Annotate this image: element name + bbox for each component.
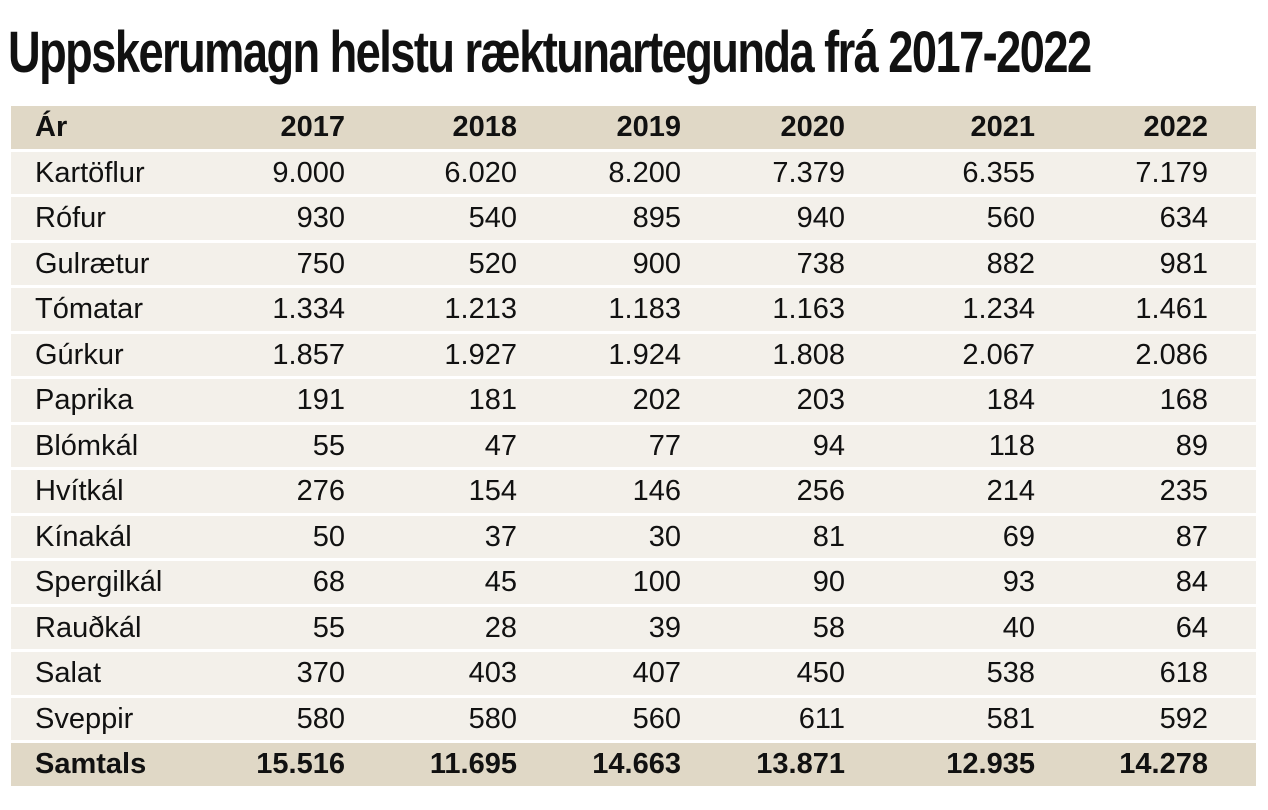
table-cell: 203 bbox=[681, 379, 845, 422]
table-cell: 39 bbox=[517, 607, 681, 650]
table-cell: 634 bbox=[1035, 197, 1208, 240]
table-cell: 1.163 bbox=[681, 288, 845, 331]
table-cell: 520 bbox=[345, 243, 517, 286]
table-cell: 560 bbox=[845, 197, 1035, 240]
total-value: 14.278 bbox=[1035, 743, 1208, 786]
table-cell: 8.200 bbox=[517, 152, 681, 195]
table-cell: 256 bbox=[681, 470, 845, 513]
table-cell: 592 bbox=[1035, 698, 1208, 741]
table-cell: 214 bbox=[845, 470, 1035, 513]
table-cell: 1.334 bbox=[209, 288, 345, 331]
total-label: Samtals bbox=[11, 743, 209, 786]
table-cell: 981 bbox=[1035, 243, 1208, 286]
table-cell: 7.179 bbox=[1035, 152, 1208, 195]
table-cell: 55 bbox=[209, 425, 345, 468]
table-cell: 94 bbox=[681, 425, 845, 468]
table-cell: 560 bbox=[517, 698, 681, 741]
row-pad-cell bbox=[1208, 607, 1256, 650]
table-cell: 146 bbox=[517, 470, 681, 513]
table-cell: 45 bbox=[345, 561, 517, 604]
row-pad-cell bbox=[1208, 516, 1256, 559]
row-label: Spergilkál bbox=[11, 561, 209, 604]
table-cell: 100 bbox=[517, 561, 681, 604]
table-row bbox=[11, 152, 1256, 195]
row-label: Gulrætur bbox=[11, 243, 209, 286]
table-cell: 611 bbox=[681, 698, 845, 741]
header-pad-cell bbox=[1208, 106, 1256, 149]
table-cell: 118 bbox=[845, 425, 1035, 468]
table-cell: 370 bbox=[209, 652, 345, 695]
table-cell: 81 bbox=[681, 516, 845, 559]
page-title: Uppskerumagn helstu ræktunartegunda frá 2017-2022 bbox=[8, 20, 1091, 85]
table-cell: 89 bbox=[1035, 425, 1208, 468]
table-cell: 882 bbox=[845, 243, 1035, 286]
row-pad-cell bbox=[1208, 197, 1256, 240]
table-row bbox=[11, 698, 1256, 741]
total-value: 12.935 bbox=[845, 743, 1035, 786]
table-header-row bbox=[11, 106, 1256, 149]
table-cell: 9.000 bbox=[209, 152, 345, 195]
table-body bbox=[11, 152, 1256, 741]
column-header: 2018 bbox=[345, 106, 517, 149]
row-pad-cell bbox=[1208, 379, 1256, 422]
row-pad-cell bbox=[1208, 698, 1256, 741]
table-cell: 64 bbox=[1035, 607, 1208, 650]
column-header: 2019 bbox=[517, 106, 681, 149]
row-label: Paprika bbox=[11, 379, 209, 422]
table-cell: 1.808 bbox=[681, 334, 845, 377]
table-cell: 47 bbox=[345, 425, 517, 468]
table-cell: 738 bbox=[681, 243, 845, 286]
table-cell: 6.020 bbox=[345, 152, 517, 195]
table-cell: 50 bbox=[209, 516, 345, 559]
table-row bbox=[11, 470, 1256, 513]
table-cell: 37 bbox=[345, 516, 517, 559]
row-label: Hvítkál bbox=[11, 470, 209, 513]
row-label: Rófur bbox=[11, 197, 209, 240]
table-cell: 900 bbox=[517, 243, 681, 286]
table-cell: 30 bbox=[517, 516, 681, 559]
row-label: Kínakál bbox=[11, 516, 209, 559]
row-pad-cell bbox=[1208, 288, 1256, 331]
table-cell: 540 bbox=[345, 197, 517, 240]
table-row bbox=[11, 197, 1256, 240]
table-cell: 407 bbox=[517, 652, 681, 695]
table-cell: 930 bbox=[209, 197, 345, 240]
table-cell: 538 bbox=[845, 652, 1035, 695]
table-cell: 1.213 bbox=[345, 288, 517, 331]
total-value: 11.695 bbox=[345, 743, 517, 786]
table-cell: 2.067 bbox=[845, 334, 1035, 377]
table-cell: 28 bbox=[345, 607, 517, 650]
table-cell: 235 bbox=[1035, 470, 1208, 513]
column-header: 2020 bbox=[681, 106, 845, 149]
harvest-table bbox=[11, 103, 1256, 789]
table-cell: 450 bbox=[681, 652, 845, 695]
table-cell: 168 bbox=[1035, 379, 1208, 422]
table-cell: 77 bbox=[517, 425, 681, 468]
table-cell: 1.234 bbox=[845, 288, 1035, 331]
table-cell: 1.857 bbox=[209, 334, 345, 377]
table-cell: 191 bbox=[209, 379, 345, 422]
row-pad-cell bbox=[1208, 561, 1256, 604]
row-pad-cell bbox=[1208, 152, 1256, 195]
table-cell: 84 bbox=[1035, 561, 1208, 604]
table-cell: 580 bbox=[345, 698, 517, 741]
table-row bbox=[11, 288, 1256, 331]
table-cell: 580 bbox=[209, 698, 345, 741]
row-label: Blómkál bbox=[11, 425, 209, 468]
row-label: Rauðkál bbox=[11, 607, 209, 650]
table-cell: 1.924 bbox=[517, 334, 681, 377]
total-pad-cell bbox=[1208, 743, 1256, 786]
table-row bbox=[11, 652, 1256, 695]
table-cell: 750 bbox=[209, 243, 345, 286]
table-cell: 1.183 bbox=[517, 288, 681, 331]
row-pad-cell bbox=[1208, 243, 1256, 286]
table-container bbox=[11, 103, 1256, 789]
total-value: 13.871 bbox=[681, 743, 845, 786]
row-pad-cell bbox=[1208, 425, 1256, 468]
table-row bbox=[11, 516, 1256, 559]
column-header: 2022 bbox=[1035, 106, 1208, 149]
table-cell: 895 bbox=[517, 197, 681, 240]
table-cell: 184 bbox=[845, 379, 1035, 422]
table-cell: 618 bbox=[1035, 652, 1208, 695]
table-cell: 55 bbox=[209, 607, 345, 650]
total-value: 15.516 bbox=[209, 743, 345, 786]
row-label: Gúrkur bbox=[11, 334, 209, 377]
table-row bbox=[11, 334, 1256, 377]
table-cell: 1.461 bbox=[1035, 288, 1208, 331]
table-cell: 7.379 bbox=[681, 152, 845, 195]
row-label: Tómatar bbox=[11, 288, 209, 331]
table-cell: 69 bbox=[845, 516, 1035, 559]
table-cell: 58 bbox=[681, 607, 845, 650]
table-cell: 403 bbox=[345, 652, 517, 695]
row-label: Salat bbox=[11, 652, 209, 695]
table-cell: 581 bbox=[845, 698, 1035, 741]
column-header: 2017 bbox=[209, 106, 345, 149]
table-row bbox=[11, 379, 1256, 422]
row-pad-cell bbox=[1208, 470, 1256, 513]
column-header: 2021 bbox=[845, 106, 1035, 149]
table-cell: 87 bbox=[1035, 516, 1208, 559]
table-cell: 1.927 bbox=[345, 334, 517, 377]
header-label-cell: Ár bbox=[11, 106, 209, 149]
total-row bbox=[11, 743, 1256, 786]
table-cell: 202 bbox=[517, 379, 681, 422]
row-label: Sveppir bbox=[11, 698, 209, 741]
table-cell: 6.355 bbox=[845, 152, 1035, 195]
table-row bbox=[11, 425, 1256, 468]
table-row bbox=[11, 243, 1256, 286]
table-cell: 90 bbox=[681, 561, 845, 604]
table-cell: 40 bbox=[845, 607, 1035, 650]
table-cell: 154 bbox=[345, 470, 517, 513]
row-pad-cell bbox=[1208, 334, 1256, 377]
table-cell: 68 bbox=[209, 561, 345, 604]
table-row bbox=[11, 607, 1256, 650]
row-pad-cell bbox=[1208, 652, 1256, 695]
table-row bbox=[11, 561, 1256, 604]
table-cell: 276 bbox=[209, 470, 345, 513]
total-value: 14.663 bbox=[517, 743, 681, 786]
table-cell: 2.086 bbox=[1035, 334, 1208, 377]
table-cell: 940 bbox=[681, 197, 845, 240]
table-cell: 93 bbox=[845, 561, 1035, 604]
table-cell: 181 bbox=[345, 379, 517, 422]
row-label: Kartöflur bbox=[11, 152, 209, 195]
